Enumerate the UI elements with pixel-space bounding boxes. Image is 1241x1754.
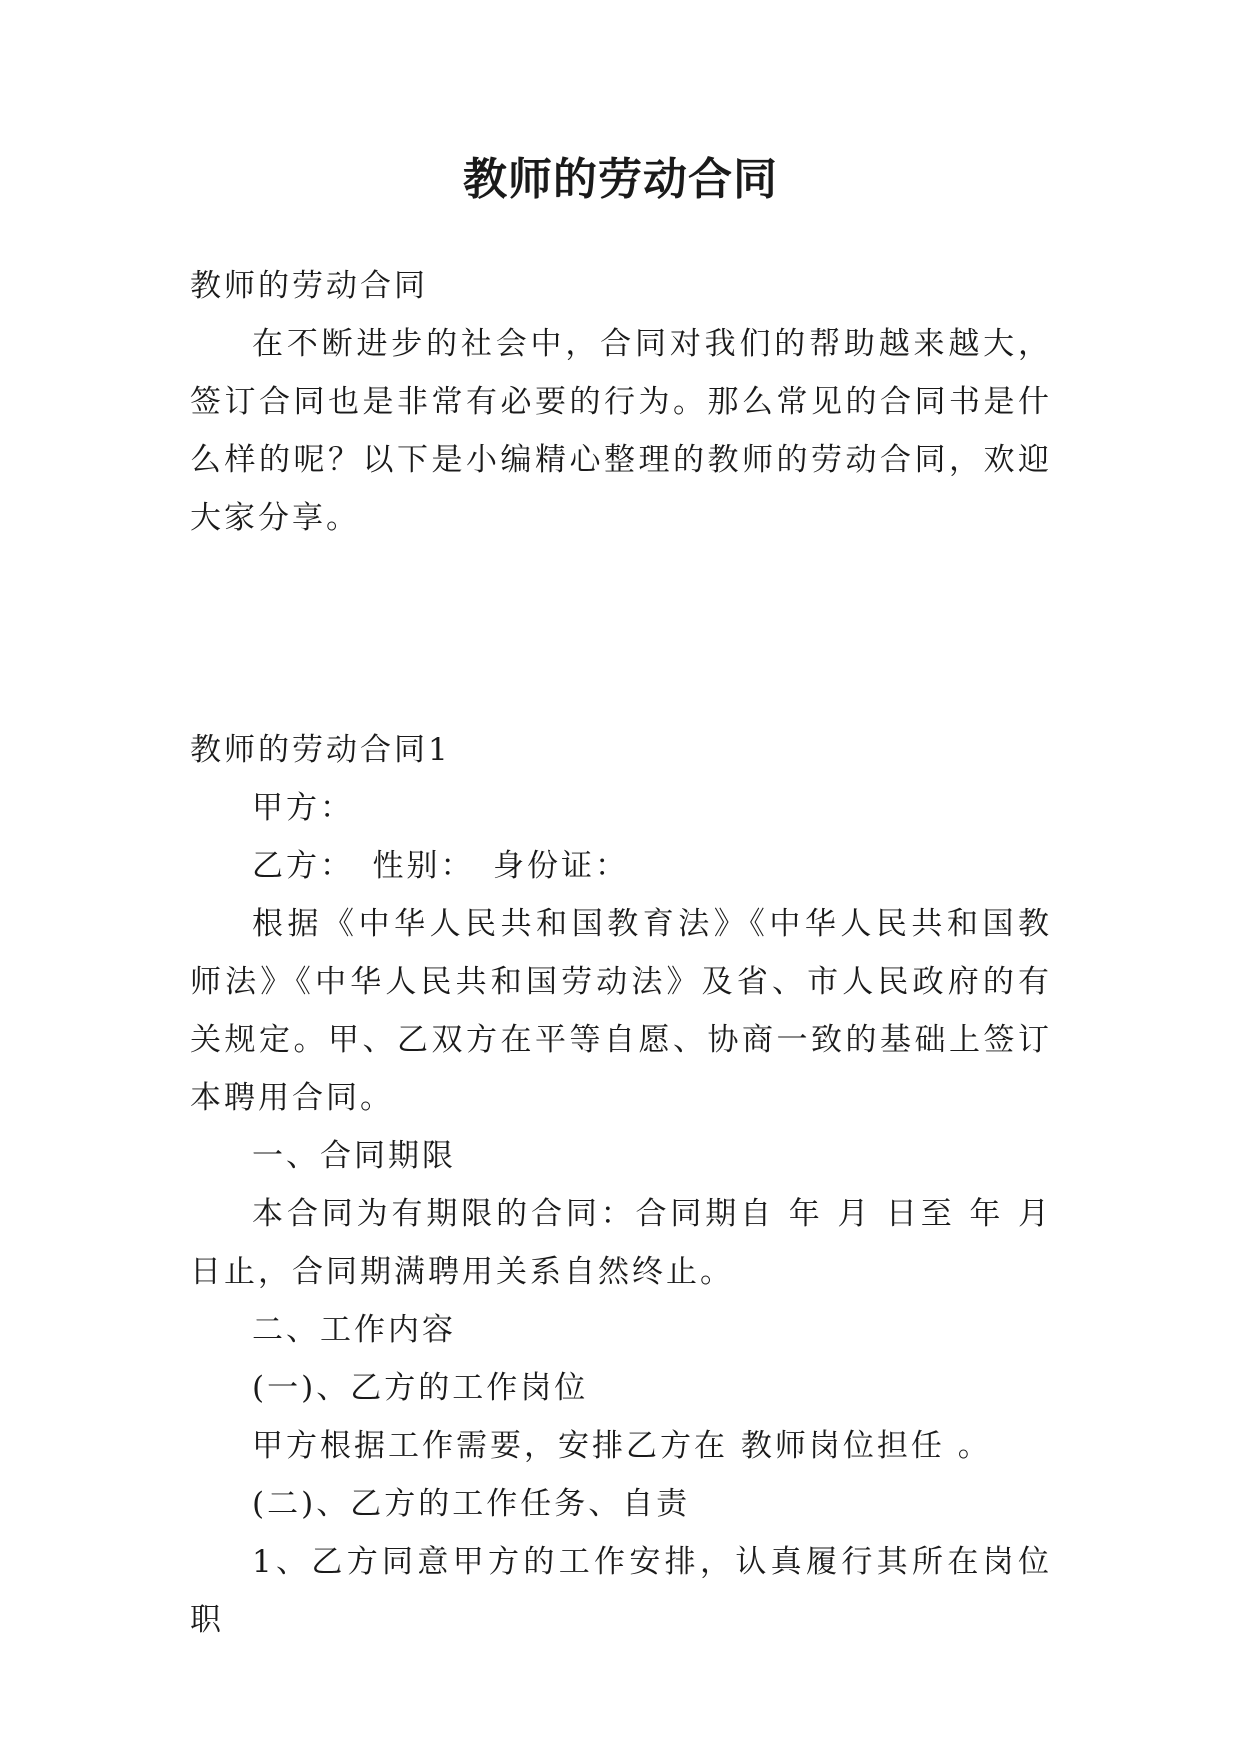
intro-paragraph: 在不断进步的社会中，合同对我们的帮助越来越大，签订合同也是非常有必要的行为。那么常见的合同书是什么样的呢？以下是小编精心整理的教师的劳动合同，欢迎大家分享。 — [190, 326, 1052, 536]
clause-2-heading: 二、工作内容 — [252, 1312, 456, 1348]
party-b-line: 乙方： 性别： 身份证： — [252, 848, 629, 884]
clause-2-sub2-heading: (二)、乙方的工作任务、自责 — [252, 1486, 691, 1522]
clause-2-sub1-text: 甲方根据工作需要，安排乙方在 教师岗位担任 。 — [252, 1428, 992, 1464]
party-a-line: 甲方： — [252, 790, 354, 826]
basis-paragraph: 根据《中华人民共和国教育法》《中华人民共和国教师法》《中华人民共和国劳动法》及省、市人民政府的有关规定。甲、乙双方在平等自愿、协商一致的基础上签订本聘用合同。 — [190, 906, 1052, 1116]
clause-1-heading: 一、合同期限 — [252, 1138, 456, 1174]
clause-2-sub1-heading: (一)、乙方的工作岗位 — [252, 1370, 589, 1406]
document-body — [190, 257, 1052, 1649]
section-heading: 教师的劳动合同1 — [190, 732, 451, 768]
clause-1-text: 本合同为有期限的合同：合同期自 年 月 日至 年 月日止，合同期满聘用关系自然终止。 — [190, 1196, 1052, 1290]
document-subtitle: 教师的劳动合同 — [190, 268, 428, 304]
section-spacer — [190, 547, 1052, 721]
clause-2-item-1: 1、乙方同意甲方的工作安排，认真履行其所在岗位职 — [190, 1544, 1052, 1638]
document-title: 教师的劳动合同 — [463, 154, 778, 205]
